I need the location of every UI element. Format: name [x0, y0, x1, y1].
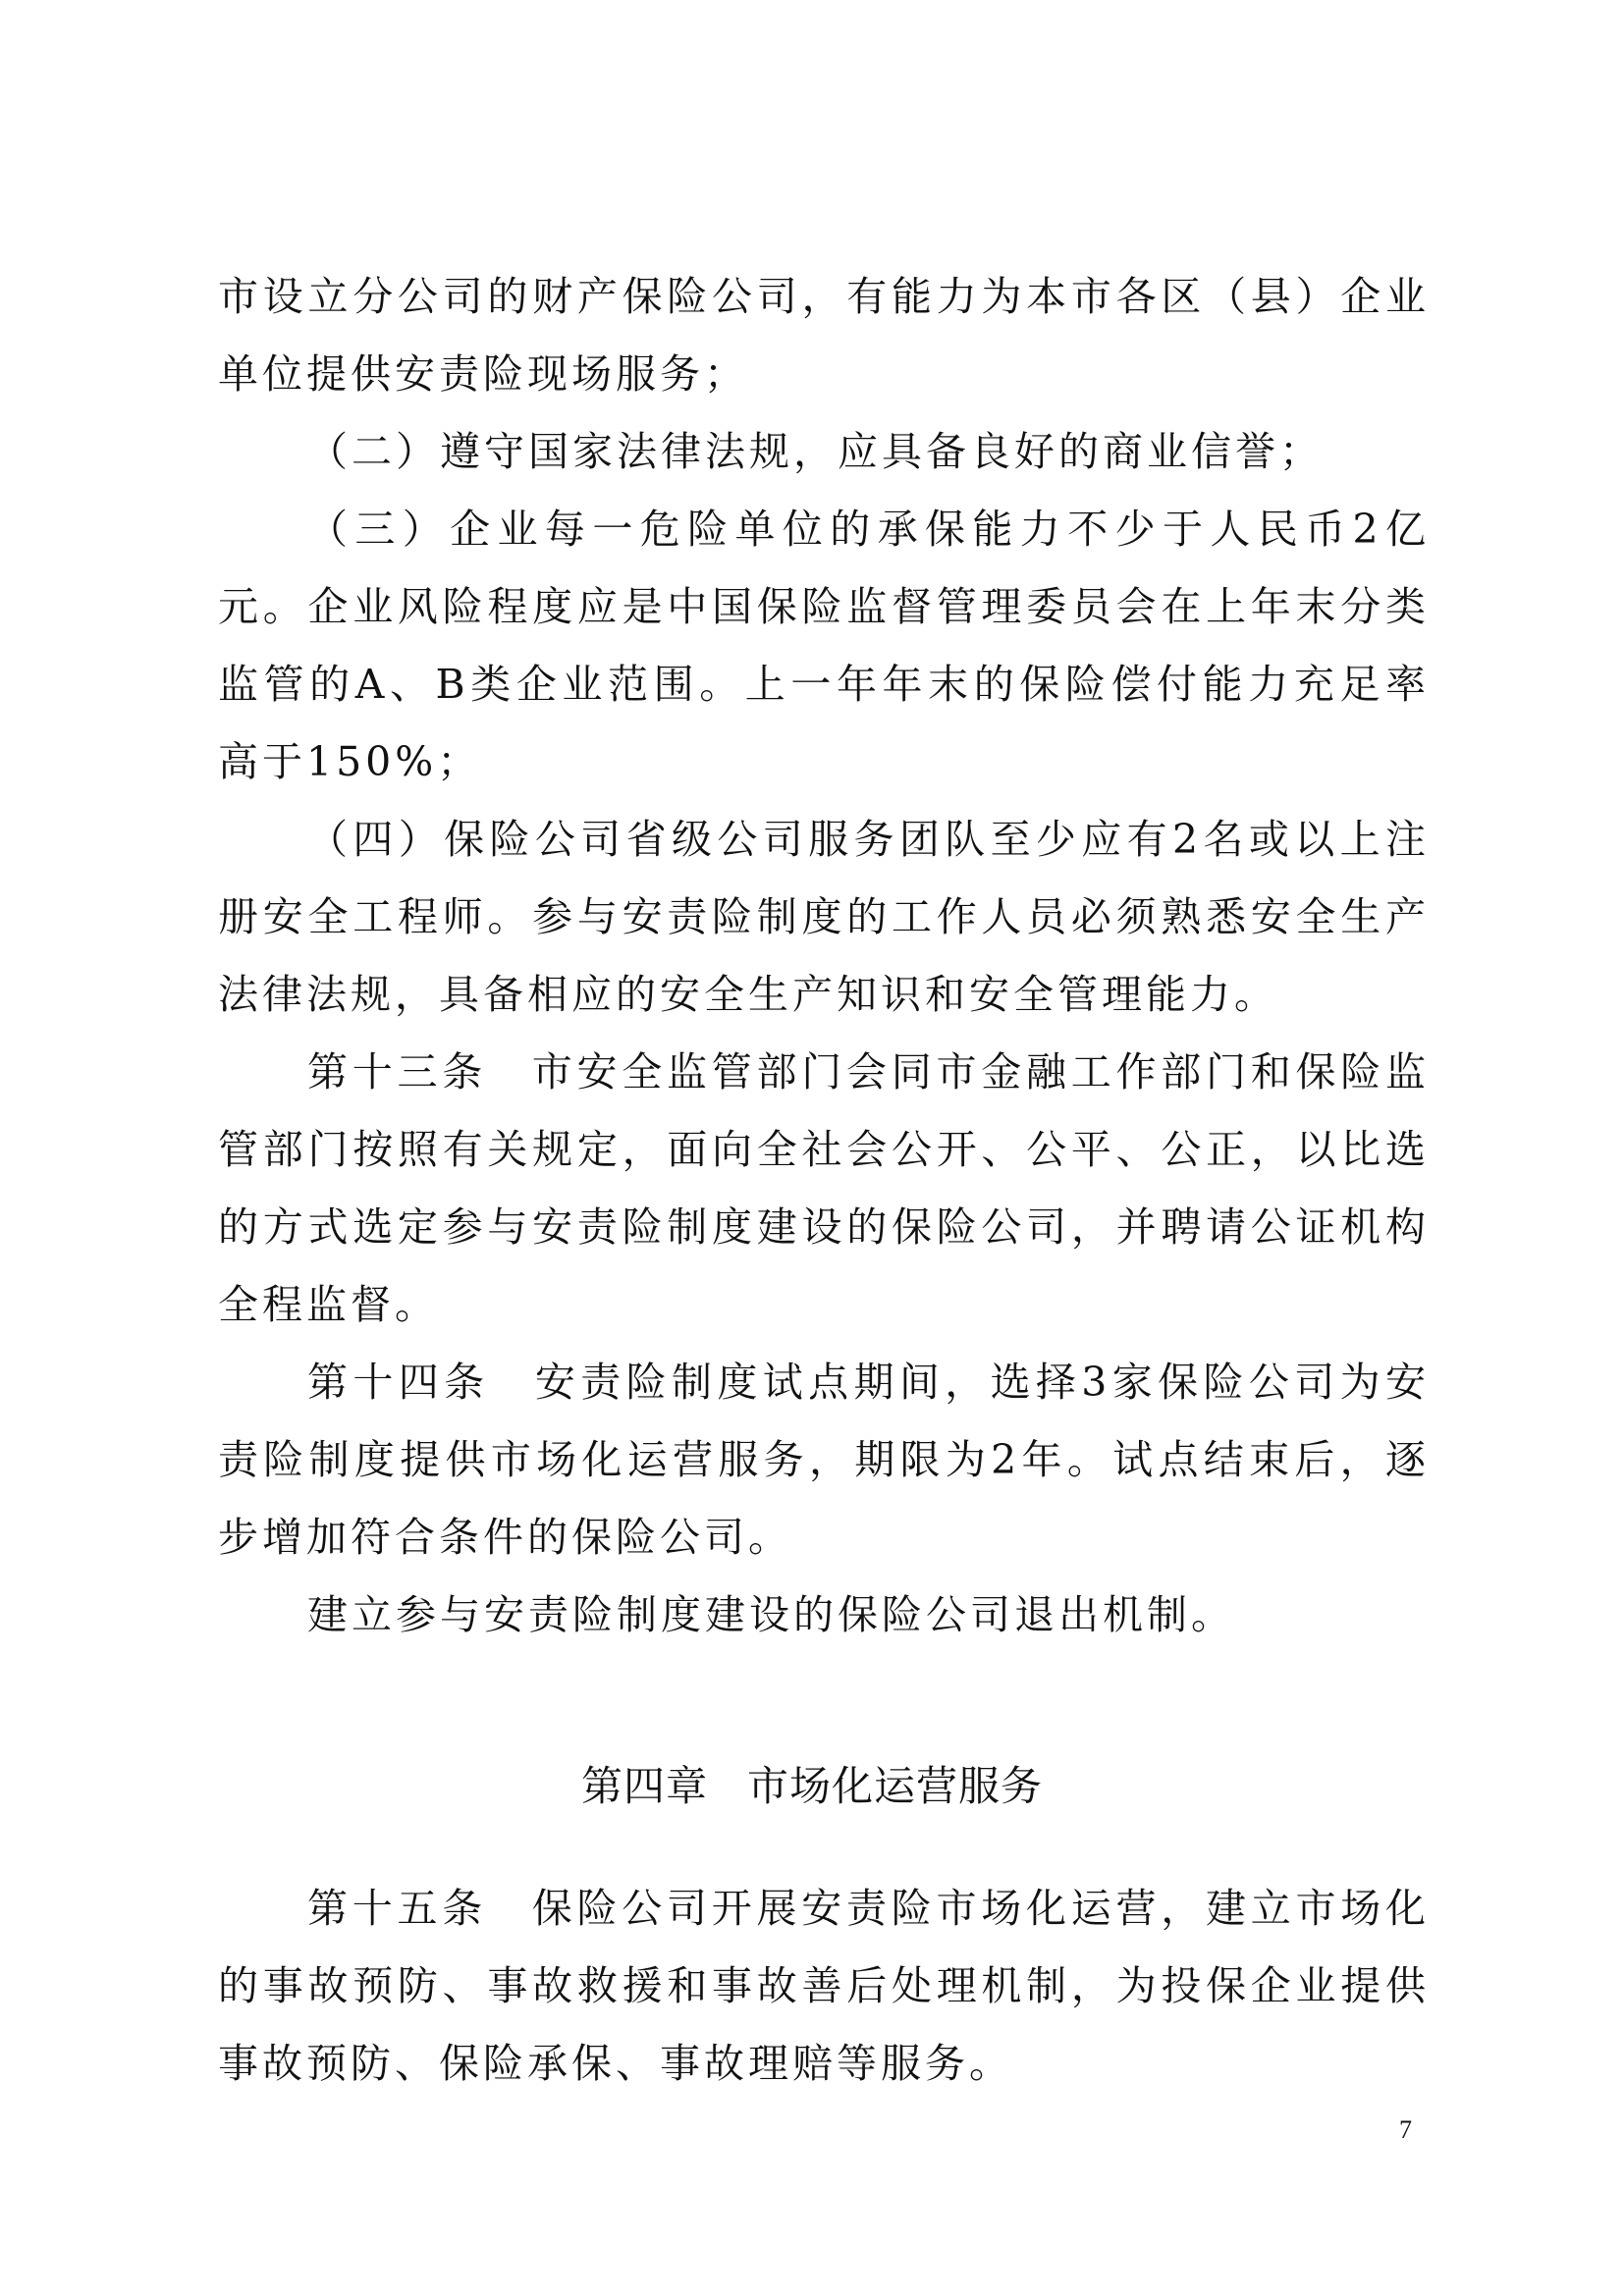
paragraph: （三）企业每一危险单位的承保能力不少于人民币2亿元。企业风险程度应是中国保险监督管理委员会在上年末分类监管的A、B类企业范围。上一年年末的保险偿付能力充足率高于150%；: [218, 506, 1430, 785]
chapter-title: 市场化运营服务: [747, 1761, 1044, 1810]
paragraph-article-15: 第十五条 保险公司开展安责险市场化运营，建立市场化的事故预防、事故救援和事故善后处理机制，为投保企业提供事故预防、保险承保、事故理赔等服务。: [218, 1885, 1430, 2087]
body-text-lower: [218, 1870, 1430, 2103]
paragraph-article-14: 第十四条 安责险制度试点期间，选择3家保险公司为安责险制度提供市场化运营服务，期限为2年。试点结束后，逐步增加符合条件的保险公司。: [218, 1359, 1430, 1561]
chapter-number: 第四章: [580, 1761, 708, 1810]
paragraph-article-13: 第十三条 市安全监管部门会同市金融工作部门和保险监管部门按照有关规定，面向全社会公开、公平、公正，以比选的方式选定参与安责险制度建设的保险公司，并聘请公证机构全程监督。: [218, 1048, 1430, 1328]
chapter-heading: [0, 1757, 1624, 1816]
paragraph: （四）保险公司省级公司服务团队至少应有2名或以上注册安全工程师。参与安责险制度的工作人员必须熟悉安全生产法律法规，具备相应的安全生产知识和安全管理能力。: [218, 816, 1430, 1018]
body-text-upper: [218, 258, 1430, 1654]
paragraph: 市设立分公司的财产保险公司，有能力为本市各区（县）企业单位提供安责险现场服务；: [218, 273, 1430, 398]
paragraph: （二）遵守国家法律法规，应具备良好的商业信誉；: [307, 428, 1324, 475]
paragraph: 建立参与安责险制度建设的保险公司退出机制。: [307, 1591, 1235, 1638]
page-number: 7: [1399, 2115, 1412, 2144]
